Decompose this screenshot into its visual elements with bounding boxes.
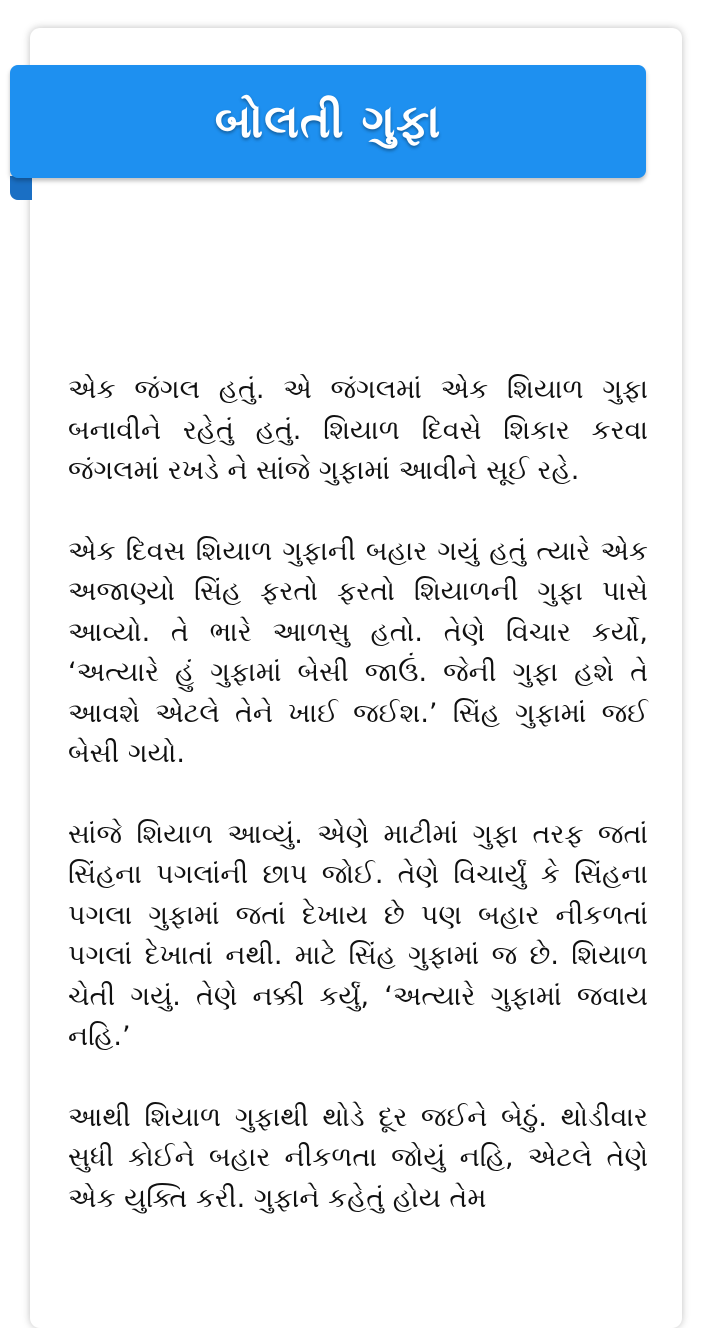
story-paragraph-1: એક જંગલ હતું. એ જંગલમાં એક શિયાળ ગુફા બનાવીને રહેતું હતું. શિયાળ દિવસે શિકાર કરવા જંગલમાં રખડે ને સાંજે ગુફામાં આવીને સૂઈ રહે. bbox=[68, 374, 648, 486]
banner-ribbon-fold bbox=[10, 176, 32, 200]
story-paragraph-4: આથી શિયાળ ગુફાથી થોડે દૂર જઈને બેઠું. થોડીવાર સુધી કોઈને બહાર નીકળતા જોયું નહિ, એટલે તેણે એક યુક્તિ કરી. ગુફાને કહેતું હોય તેમ bbox=[68, 1101, 648, 1214]
story-title: બોલતી ગુફા bbox=[214, 93, 442, 148]
story-body bbox=[68, 370, 648, 1259]
title-banner bbox=[10, 65, 646, 178]
story-paragraph-2: એક દિવસ શિયાળ ગુફાની બહાર ગયું હતું ત્યારે એક અજાણ્યો સિંહ ફરતો ફરતો શિયાળની ગુફા પાસે આવ્યો. તે ભારે આળસુ હતો. તેણે વિચાર કર્યો, ‘અત્યારે હું ગુફામાં બેસી જાઉં. જેની ગુફા હશે તે આવશે એટલે તેને ખાઈ જઈશ.’ સિંહ ગુફામાં જઈ બેસી ગયો. bbox=[68, 535, 648, 769]
story-paragraph-3: સાંજે શિયાળ આવ્યું. એણે માટીમાં ગુફા તરફ જતાં સિંહના પગલાંની છાપ જોઈ. તેણે વિચાર્યું કે સિંહના પગલા ગુફામાં જતાં દેખાય છે પણ બહાર નીકળતાં પગલાં દેખાતાં નથી. માટે સિંહ ગુફામાં જ છે. શિયાળ ચેતી ગયું. તેણે નક્કી કર્યું, ‘અત્યારે ગુફામાં જવાય નહિ.’ bbox=[68, 818, 648, 1052]
